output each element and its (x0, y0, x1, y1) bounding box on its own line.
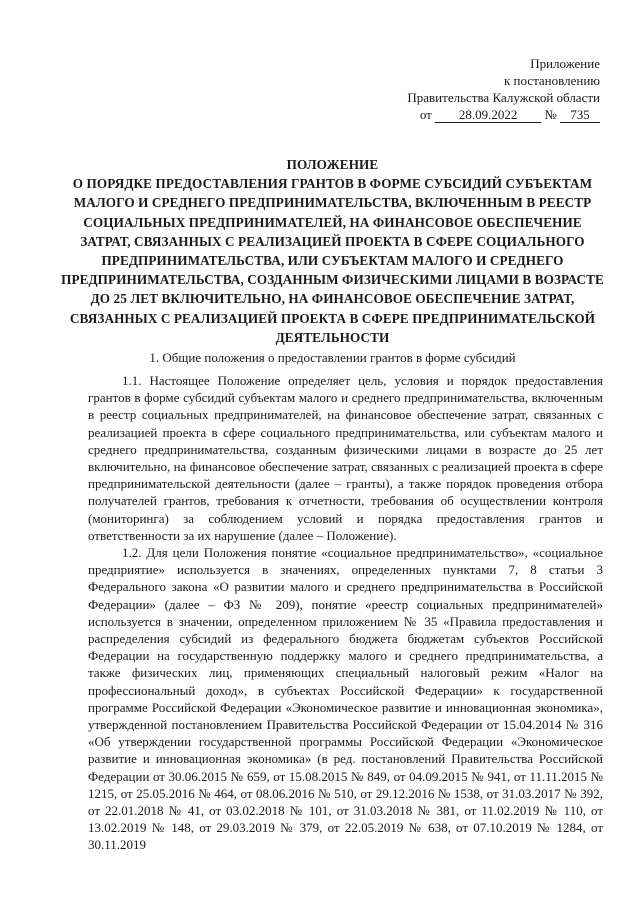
appendix-date-line (340, 106, 600, 123)
number-label: № (544, 107, 557, 122)
title-heading: ПОЛОЖЕНИЕ (286, 157, 379, 172)
section-heading: 1. Общие положения о предоставлении грантов в форме субсидий (149, 350, 516, 365)
appendix-to-resolution: к постановлению (503, 73, 600, 88)
title-text: О ПОРЯДКЕ ПРЕДОСТАВЛЕНИЯ ГРАНТОВ В ФОРМЕ СУБСИДИЙ СУБЪЕКТАМ МАЛОГО И СРЕДНЕГО ПРЕДПРИНИМАТЕЛЬСТВА, ВКЛЮЧЕННЫМ В РЕЕСТР СОЦИАЛЬНЫХ ПРЕДПРИНИМАТЕЛЕЙ, НА ФИНАНСОВОЕ ОБЕСПЕЧЕНИЕ ЗАТРАТ, СВЯЗАННЫХ С РЕАЛИЗАЦИЕЙ ПРОЕКТА В СФЕРЕ СОЦИАЛЬНОГО ПРЕДПРИНИМАТЕЛЬСТВА, ИЛИ СУБЪЕКТАМ МАЛОГО И СРЕДНЕГО ПРЕДПРИНИМАТЕЛЬСТВА, СОЗДАННЫМ ФИЗИЧЕСКИМИ ЛИЦАМИ В ВОЗРАСТЕ ДО 25 ЛЕТ ВКЛЮЧИТЕЛЬНО, НА ФИНАНСОВОЕ ОБЕСПЕЧЕНИЕ ЗАТРАТ, СВЯЗАННЫХ С РЕАЛИЗАЦИЕЙ ПРОЕКТА В СФЕРЕ ПРЕДПРИНИМАТЕЛЬСКОЙ ДЕЯТЕЛЬНОСТИ (61, 176, 604, 345)
from-label: от (419, 107, 432, 122)
paragraph-1-1: 1.1. Настоящее Положение определяет цель, условия и порядок предоставления грантов в форме субсидий субъектам малого и среднего предпринимательства, включенным в реестр социальных предпринимателей, на финансовое обеспечение затрат, связанных с реализацией проекта в сфере социального предпринимательства, или субъектам малого и среднего предпринимательства, созданным физическими лицами в возрасте до 25 лет включительно, на финансовое обеспечение затрат, связанных с реализацией проекта в сфере предпринимательской деятельности (далее – гранты), а также порядок проведения отбора получателей грантов, требования к отчетности, требования об осуществлении контроля (мониторинга) за соблюдением условий и порядка предоставления грантов и ответственности за их нарушение (далее – Положение). (88, 373, 603, 543)
resolution-number: 735 (560, 108, 600, 123)
appendix-government: Правительства Калужской области (407, 90, 600, 105)
resolution-date: 28.09.2022 (435, 108, 541, 123)
document-body (88, 372, 603, 854)
document-title (60, 155, 605, 347)
paragraph-1-2: 1.2. Для цели Положения понятие «социальное предпринимательство», «социальное предприятие» используется в значениях, определенных пунктами 7, 8 статьи 3 Федерального закона «О развитии малого и среднего предпринимательства в Российской Федерации» (далее – ФЗ № 209), понятие «реестр социальных предпринимателей» используется в значении, определенном приложением № 35 «Правила предоставления и распределения субсидий из федерального бюджета бюджетам субъектов Российской Федерации на государственную поддержку малого и среднего предпринимательства, а также физических лиц, применяющих специальный налоговый режим «Налог на профессиональный доход», в субъектах Российской Федерации» к государственной программе Российской Федерации «Экономическое развитие и инновационная экономика», утвержденной постановлением Правительства Российской Федерации от 15.04.2014 № 316 «Об утверждении государственной программы Российской Федерации «Экономическое развитие и инновационная экономика» (в ред. постановлений Правительства Российской Федерации от 30.06.2015 № 659, от 15.08.2015 № 849, от 04.09.2015 № 941, от 11.11.2015 № 1215, от 25.05.2016 № 464, от 08.06.2016 № 510, от 29.12.2016 № 1538, от 31.03.2017 № 392, от 22.01.2018 № 41, от 03.02.2018 № 101, от 31.03.2018 № 381, от 11.02.2019 № 110, от 13.02.2019 № 148, от 29.03.2019 № 379, от 22.05.2019 № 638, от 07.10.2019 № 1284, от 30.11.2019 (88, 545, 603, 853)
appendix-header (340, 55, 600, 123)
appendix-label: Приложение (530, 56, 600, 71)
